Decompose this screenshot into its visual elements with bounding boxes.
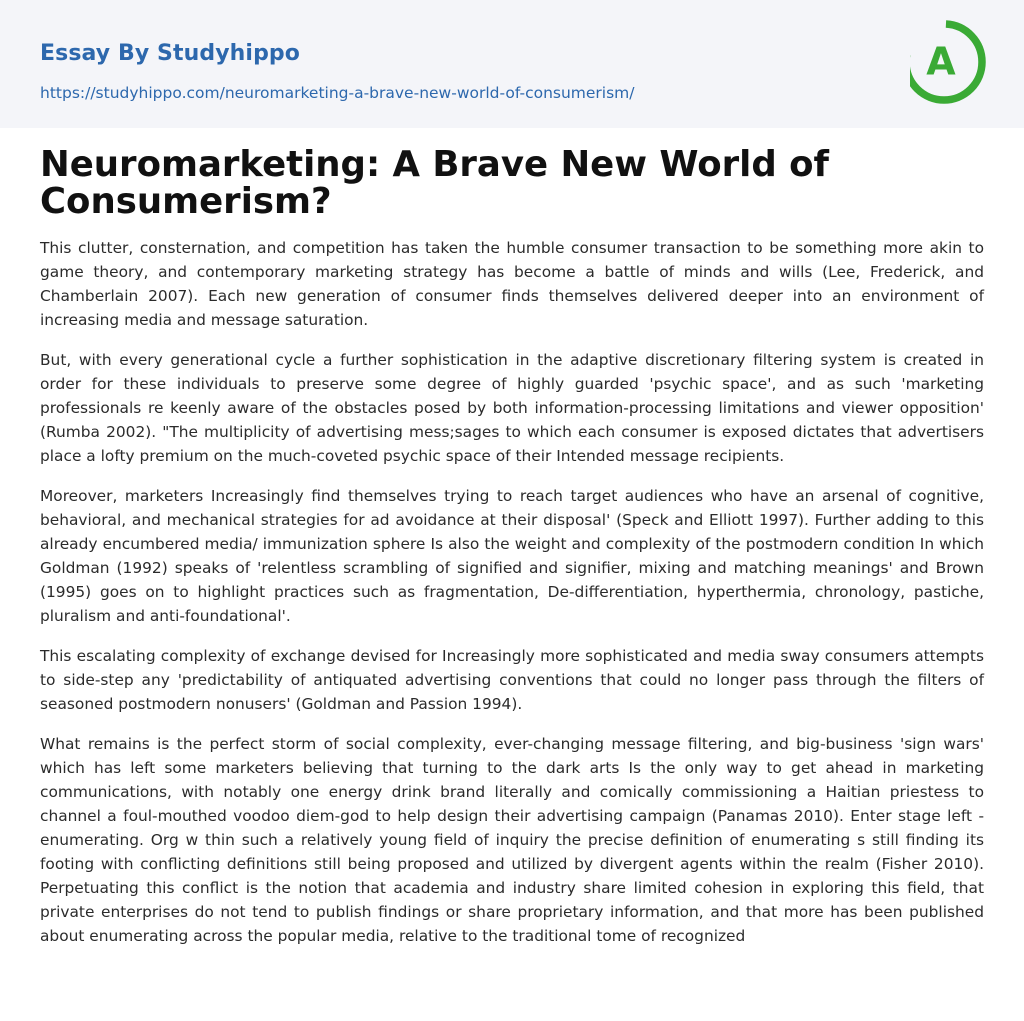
essay-content: [40, 146, 984, 964]
site-title: Essay By Studyhippo: [40, 41, 300, 66]
logo-letter: A: [926, 39, 956, 84]
site-header: [0, 0, 1024, 128]
essay-paragraph-2: But, with every generational cycle a further sophistication in the adaptive discretionary filtering system is created in order for these individuals to preserve some degree of highly guarded 'psychic space', and as such 'marketing professionals re keenly aware of the obstacles posed by both information-processing limitations and viewer opposition' (Rumba 2002). "The multiplicity of advertising mess;sages to which each consumer is exposed dictates that advertisers place a lofty premium on the much-coveted psychic space of their Intended message recipients.: [40, 351, 984, 465]
essay-paragraph-3: Moreover, marketers Increasingly find themselves trying to reach target audiences who have an arsenal of cognitive, behavioral, and mechanical strategies for ad avoidance at their disposal' (Speck and Elliott 1997). Further adding to this already encumbered media/ immunization sphere Is also the weight and complexity of the postmodern condition In which Goldman (1992) speaks of 'relentless scrambling of signified and signifier, mixing and matching meanings' and Brown (1995) goes on to highlight practices such as fragmentation, De-differentiation, hyperthermia, chronology, pastiche, pluralism and anti-foundational'.: [40, 487, 984, 625]
studyhippo-logo-icon[interactable]: [910, 18, 988, 106]
essay-paragraph-4: This escalating complexity of exchange devised for Increasingly more sophisticated and media sway consumers attempts to side-step any 'predictability of antiquated advertising conventions that could no longer pass through the filters of seasoned postmodern nonusers' (Goldman and Passion 1994).: [40, 647, 984, 713]
essay-paragraph-1: This clutter, consternation, and competition has taken the humble consumer transaction to be something more akin to game theory, and contemporary marketing strategy has become a battle of minds and wills (Lee, Frederick, and Chamberlain 2007). Each new generation of consumer finds themselves delivered deeper into an environment of increasing media and message saturation.: [40, 239, 984, 329]
essay-title: Neuromarketing: A Brave New World of Consumerism?: [40, 144, 829, 222]
essay-paragraph-5: What remains is the perfect storm of social complexity, ever-changing message filtering, and big-business 'sign wars' which has left some marketers believing that turning to the dark arts Is the only way to get ahead in marketing communications, with notably one energy drink brand literally and comically commissioning a Haitian priestess to channel a foul-mouthed voodoo diem-god to help design their advertising campaign (Panamas 2010). Enter stage left - enumerating. Org w thin such a relatively young field of inquiry the precise definition of enumerating s still finding its footing with conflicting definitions still being proposed and utilized by divergent agents within the realm (Fisher 2010). Perpetuating this conflict is the notion that academia and industry share limited cohesion in exploring this field, that private enterprises do not tend to publish findings or share proprietary information, and that more has been published about enumerating across the popular media, relative to the traditional tome of recognized: [40, 735, 984, 945]
essay-url-link[interactable]: https://studyhippo.com/neuromarketing-a-brave-new-world-of-consumerism/: [40, 84, 635, 102]
